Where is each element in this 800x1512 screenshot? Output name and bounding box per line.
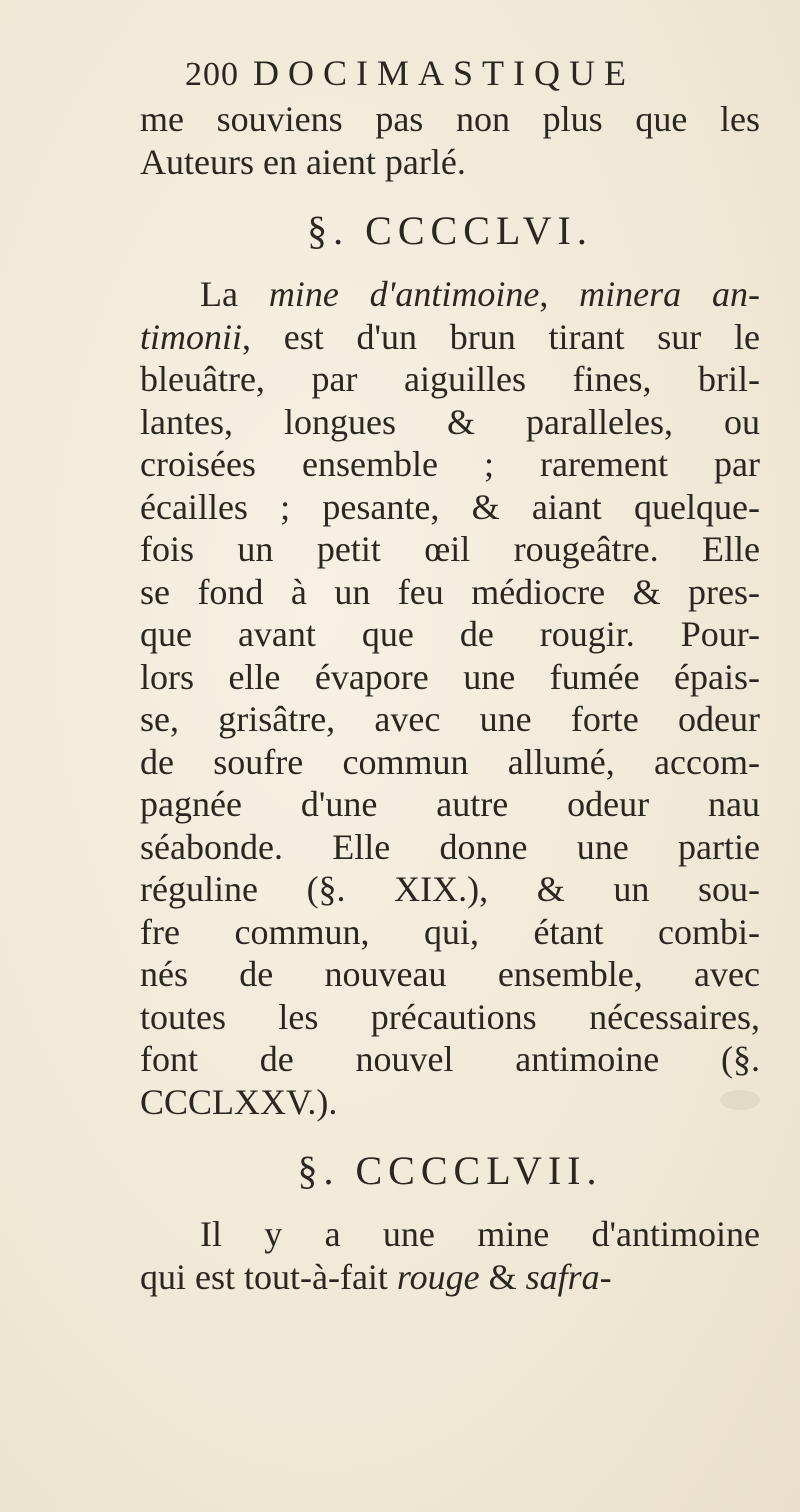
text-line: [140, 528, 760, 571]
italic-text: safra-: [525, 1256, 612, 1297]
text-run: §. CCCCLVI.: [307, 208, 593, 253]
text-run: &: [479, 1256, 526, 1297]
text-run: qui est tout-à-fait: [140, 1256, 397, 1297]
text-line: [140, 741, 760, 784]
text-line: [140, 953, 760, 996]
body-text: [140, 98, 760, 1298]
text-line: [140, 316, 760, 359]
text-run: se, grisâtre, avec une forte odeur: [140, 699, 760, 739]
text-line: [140, 401, 760, 444]
text-line: [140, 358, 760, 401]
text-line: [140, 1081, 760, 1124]
text-run: se fond à un feu médiocre & pres-: [140, 571, 760, 612]
text-run: séabonde. Elle donne une partie: [140, 826, 760, 867]
text-run: fois un petit œil rougeâtre. Elle: [140, 529, 760, 569]
text-run: me souviens pas non plus que les: [140, 99, 760, 139]
text-line: [140, 486, 760, 529]
text-line: [140, 98, 760, 141]
page-number: 200: [185, 56, 239, 93]
text-line: [140, 1256, 760, 1299]
text-run: font de nouvel antimoine (§.: [140, 1039, 760, 1079]
text-run: croisées ensemble ; rarement par: [140, 444, 760, 484]
text-run: , est d'un brun tirant sur le: [242, 316, 760, 357]
text-run: lors elle évapore une fumée épais-: [140, 656, 760, 697]
text-run: réguline (§. XIX.), & un sou-: [140, 869, 760, 909]
text-line: [140, 826, 760, 869]
italic-text: timonii: [140, 316, 243, 357]
text-run: CCCLXXV.).: [140, 1081, 338, 1122]
text-run: fre commun, qui, étant combi-: [140, 911, 760, 952]
text-run: Auteurs en aient parlé.: [140, 141, 466, 182]
italic-text: minera an-: [579, 274, 760, 314]
text-run: toutes les précautions nécessaires,: [140, 996, 760, 1037]
page-header: [185, 52, 635, 94]
text-line: [140, 273, 760, 316]
text-line: [140, 911, 760, 954]
text-line: [140, 141, 760, 184]
text-line: [140, 1038, 760, 1081]
text-run: lantes, longues & paralleles, ou: [140, 401, 760, 442]
text-run: écailles ; pesante, & aiant quelque-: [140, 486, 760, 527]
text-line: [140, 1213, 760, 1256]
text-line: [140, 868, 760, 911]
text-run: de soufre commun allumé, accom-: [140, 741, 760, 782]
section-heading: [140, 197, 760, 265]
text-run: que avant que de rougir. Pour-: [140, 614, 760, 654]
text-run: pagnée d'une autre odeur nau: [140, 784, 760, 824]
text-line: [140, 571, 760, 614]
text-line: [140, 783, 760, 826]
paper-stain: [720, 1090, 760, 1110]
text-line: [140, 613, 760, 656]
text-line: [140, 698, 760, 741]
running-title: DOCIMASTIQUE: [253, 53, 635, 93]
text-run: La: [200, 274, 269, 314]
text-run: Il y a une mine d'antimoine: [200, 1214, 760, 1254]
italic-text: rouge: [396, 1256, 480, 1297]
text-run: nés de nouveau ensemble, avec: [140, 954, 760, 994]
text-line: [140, 656, 760, 699]
text-run: §. CCCCLVII.: [297, 1148, 603, 1193]
text-run: ,: [539, 274, 580, 314]
text-line: [140, 443, 760, 486]
section-heading: [140, 1137, 760, 1205]
text-run: bleuâtre, par aiguilles fines, bril-: [140, 359, 760, 399]
italic-text: mine d'antimoine: [268, 274, 540, 314]
text-line: [140, 996, 760, 1039]
